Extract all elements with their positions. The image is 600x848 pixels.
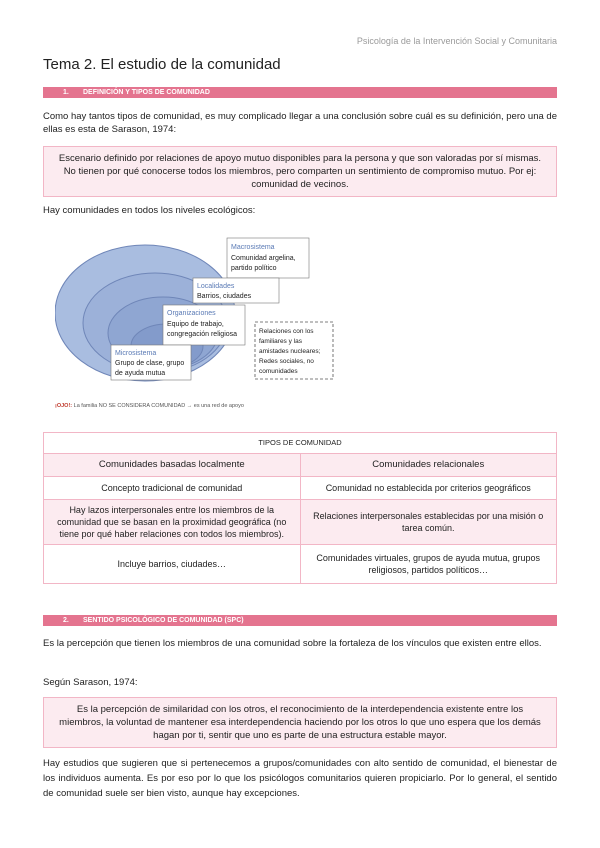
section-2-number: 2. — [63, 617, 69, 624]
sarason-definition-quote: Escenario definido por relaciones de apoyo mutuo disponibles para la persona y que son valoradas por sí mismas. No tienen por qué conocerse todos los miembros, pero comparten un sentimiento de compromiso mutuo. Por ej: comunidad de vecinos. — [43, 146, 557, 197]
relations-text-1: Relaciones con los — [259, 328, 314, 335]
macro-text-1: Comunidad argelina, — [231, 255, 296, 262]
section-2-closing: Hay estudios que sugieren que si pertenecemos a grupos/comunidades con alto sentido de comunidad, el bienestar de los individuos aumenta. Es por eso por lo que los psicólogos comunitarios quieren propiciarlo. Por lo general, el sentido de comunidad suele ser bien visto, aunque hay excepciones. — [43, 758, 557, 799]
family-note-bold: ¡OJO!: — [55, 403, 73, 409]
table-cell: Relaciones interpersonales establecidas por una misión o tarea común. — [300, 500, 557, 545]
table-cell: Hay lazos interpersonales entre los miembros de la comunidad que se basan en la proximidad geográfica (no tiene por qué haber relaciones con todos los miembros). — [44, 500, 301, 545]
table-cell: Comunidad no establecida por criterios geográficos — [300, 477, 557, 500]
org-text-1: Equipo de trabajo, — [167, 321, 224, 328]
course-header: Psicología de la Intervención Social y Comunitaria — [356, 36, 557, 46]
local-text: Barrios, ciudades — [197, 293, 252, 300]
table-header-relational: Comunidades relacionales — [300, 454, 557, 477]
micro-title: Microsistema — [115, 350, 157, 357]
ecological-levels-diagram — [55, 228, 345, 413]
spc-definition-quote: Es la percepción de similaridad con los otros, el reconocimiento de la interdependencia existente entre los miembros, la voluntad de mantener esa interdependencia haciendo por los otros lo que uno espera que los demás hagan por ti, sentir que uno es parte de una estructura estable mayor. — [43, 697, 557, 748]
relations-text-4: Redes sociales, no — [259, 358, 314, 365]
section-2-intro: Es la percepción que tienen los miembros de una comunidad sobre la fortaleza de los vínculos que existen entre ellos. — [43, 638, 542, 649]
micro-text-2: de ayuda mutua — [115, 370, 166, 377]
macro-title: Macrosistema — [231, 244, 275, 251]
page-title: Tema 2. El estudio de la comunidad — [43, 56, 281, 73]
section-2-label: SENTIDO PSICOLÓGICO DE COMUNIDAD (SPC) — [83, 617, 244, 624]
local-title: Localidades — [197, 283, 235, 290]
table-header-local: Comunidades basadas localmente — [44, 454, 301, 477]
micro-text-1: Grupo de clase, grupo — [115, 360, 185, 367]
section-2-source: Según Sarason, 1974: — [43, 677, 138, 688]
relations-text-5: comunidades — [259, 368, 298, 375]
relations-text-2: familiares y las — [259, 338, 302, 345]
table-row — [44, 545, 557, 584]
section-1-intro: Como hay tantos tipos de comunidad, es muy complicado llegar a una conclusión sobre cuál es su definición, pero una de ellas es esta de Sarason, 1974: — [43, 111, 557, 135]
section-1-number: 1. — [63, 89, 69, 96]
table-row — [44, 477, 557, 500]
community-types-table — [43, 432, 557, 584]
table-row — [44, 500, 557, 545]
relations-text-3: amistades nucleares; — [259, 348, 321, 355]
table-title: TIPOS DE COMUNIDAD — [44, 433, 557, 454]
table-cell: Comunidades virtuales, grupos de ayuda mutua, grupos religiosos, partidos políticos… — [300, 545, 557, 584]
table-cell: Concepto tradicional de comunidad — [44, 477, 301, 500]
levels-intro: Hay comunidades en todos los niveles ecológicos: — [43, 205, 256, 216]
org-title: Organizaciones — [167, 310, 216, 317]
table-cell: Incluye barrios, ciudades… — [44, 545, 301, 584]
section-1-bar — [43, 87, 557, 98]
section-2-bar — [43, 615, 557, 626]
section-1-label: DEFINICIÓN Y TIPOS DE COMUNIDAD — [83, 89, 210, 96]
macro-text-2: partido político — [231, 265, 277, 272]
family-note — [55, 403, 244, 409]
org-text-2: congregación religiosa — [167, 331, 238, 338]
family-note-text: La familia NO SE CONSIDERA COMUNIDAD → es una red de apoyo — [72, 403, 244, 409]
